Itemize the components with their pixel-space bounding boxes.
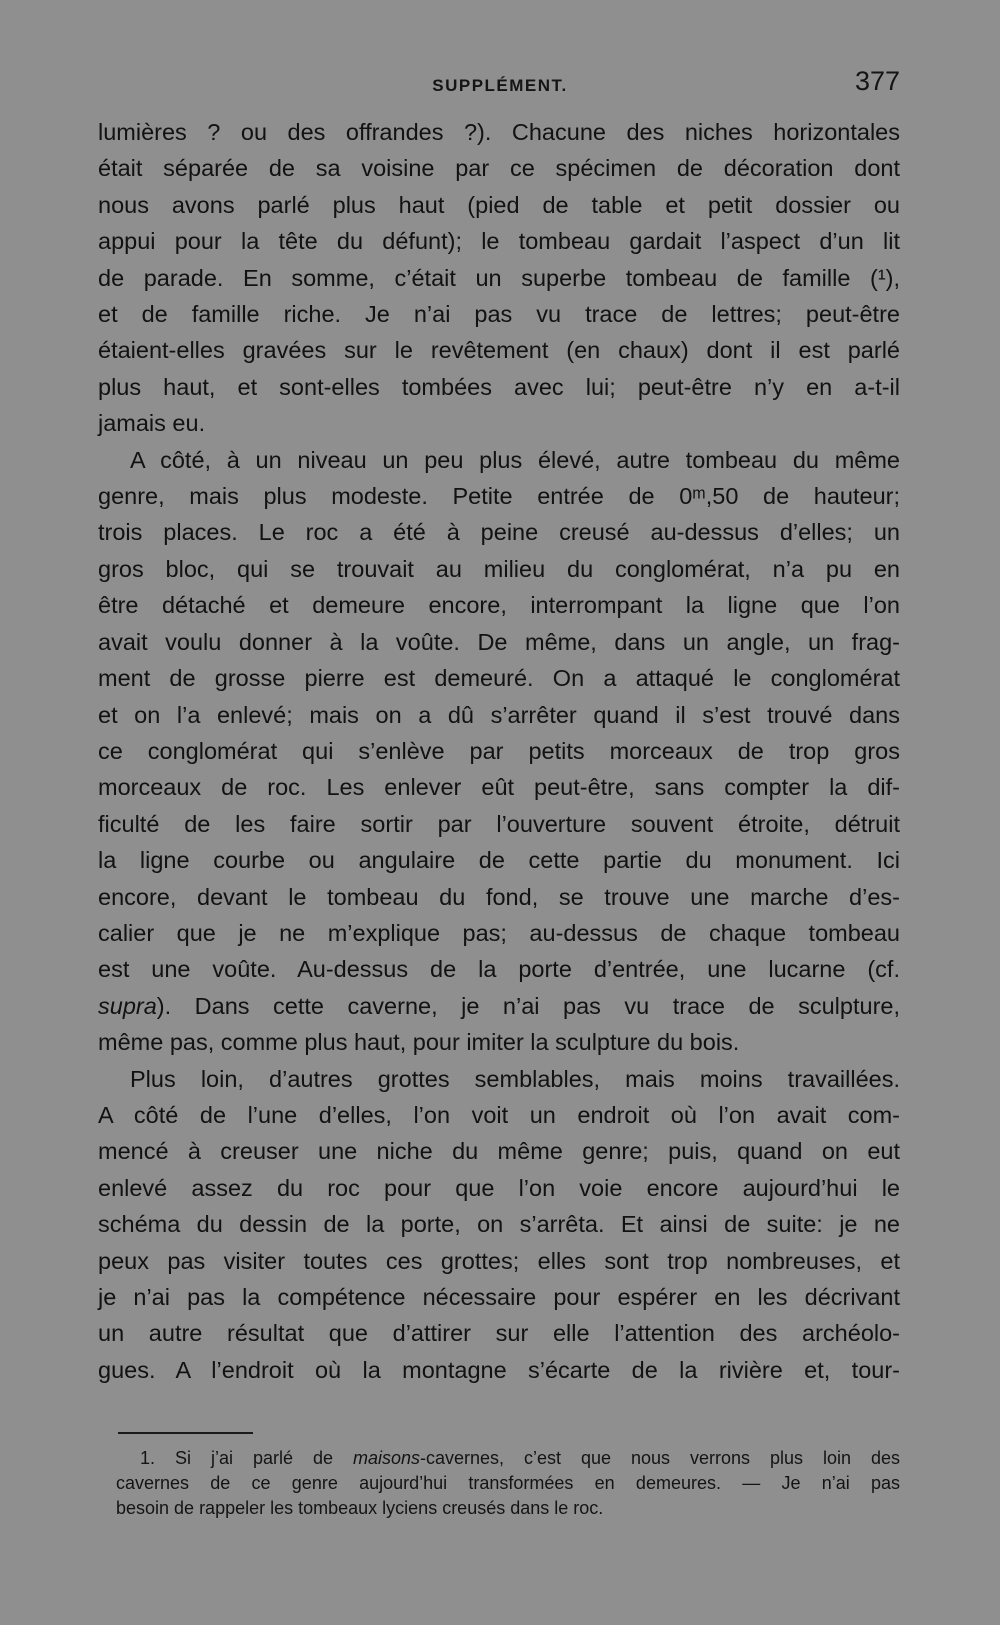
- page-number: 377: [854, 66, 900, 96]
- body-text: [98, 114, 900, 1388]
- text-line: supra). Dans cette caverne, je n’ai pas vu trace de sculpture,: [98, 992, 900, 1019]
- footnote-divider: [118, 1432, 253, 1434]
- text-line: et de famille riche. Je n’ai pas vu trace de lettres; peut-être: [98, 301, 900, 328]
- text-line: ment de grosse pierre est demeuré. On a attaqué le conglomérat: [98, 665, 900, 692]
- text-line: A côté de l’une d’elles, l’on voit un endroit où l’on avait com-: [98, 1101, 900, 1128]
- running-head: SUPPLÉMENT.: [432, 76, 568, 95]
- text-line: mencé à creuser une niche du même genre; puis, quand on eut: [98, 1138, 900, 1165]
- text-line: schéma du dessin de la porte, on s’arrêta. Et ainsi de suite: je ne: [98, 1211, 900, 1238]
- italic-text: maisons: [352, 1448, 420, 1468]
- italic-text: supra: [98, 992, 157, 1019]
- footnote: [116, 1446, 900, 1521]
- text-line: plus haut, et sont-elles tombées avec lui; peut-être n’y en a-t-il: [98, 373, 900, 400]
- paragraph-1: [98, 114, 900, 442]
- text-line: lumières ? ou des offrandes ?). Chacune des niches horizontales: [98, 119, 900, 145]
- text-line: gros bloc, qui se trouvait au milieu du conglomérat, n’a pu en: [98, 555, 900, 582]
- paragraph-3: [98, 1061, 900, 1389]
- footnote-line: 1. Si j’ai parlé de maisons-cavernes, c’est que nous verrons plus loin des: [140, 1448, 900, 1468]
- text-line: la ligne courbe ou angulaire de cette partie du monument. Ici: [98, 847, 900, 874]
- text-line: encore, devant le tombeau du fond, se trouve une marche d’es-: [98, 883, 900, 910]
- text-line: et on l’a enlevé; mais on a dû s’arrêter quand il s’est trouvé dans: [98, 701, 900, 728]
- text-line: même pas, comme plus haut, pour imiter la sculpture du bois.: [98, 1029, 740, 1056]
- text-line: de parade. En somme, c’était un superbe tombeau de famille (¹),: [98, 264, 900, 291]
- text-line: morceaux de roc. Les enlever eût peut-être, sans compter la dif-: [98, 774, 900, 801]
- text-line: étaient-elles gravées sur le revêtement (en chaux) dont il est parlé: [98, 337, 900, 364]
- paragraph-2: [98, 442, 900, 1061]
- text-line: était séparée de sa voisine par ce spécimen de décoration dont: [98, 155, 900, 182]
- text-line: jamais eu.: [98, 410, 206, 437]
- footnote-line: cavernes de ce genre aujourd’hui transformées en demeures. — Je n’ai pas: [116, 1473, 900, 1493]
- text-line: calier que je ne m’explique pas; au-dessus de chaque tombeau: [98, 919, 900, 946]
- footnote-line: besoin de rappeler les tombeaux lyciens creusés dans le roc.: [116, 1498, 604, 1518]
- text-line: trois places. Le roc a été à peine creusé au-dessus d’elles; un: [98, 519, 900, 546]
- text-line: genre, mais plus modeste. Petite entrée de 0ᵐ,50 de hauteur;: [98, 483, 900, 510]
- page-header: [100, 66, 900, 110]
- text-line: appui pour la tête du défunt); le tombeau gardait l’aspect d’un lit: [98, 228, 900, 255]
- text-line: ficulté de les faire sortir par l’ouverture souvent étroite, détruit: [98, 810, 900, 837]
- text-line: A côté, à un niveau un peu plus élevé, autre tombeau du même: [130, 446, 900, 473]
- text-line: être détaché et demeure encore, interrompant la ligne que l’on: [98, 592, 900, 619]
- text-line: nous avons parlé plus haut (pied de table et petit dossier ou: [98, 191, 900, 218]
- text-line: ce conglomérat qui s’enlève par petits morceaux de trop gros: [98, 737, 900, 764]
- text-line: enlevé assez du roc pour que l’on voie encore aujourd’hui le: [98, 1174, 900, 1201]
- text-line: je n’ai pas la compétence nécessaire pour espérer en les décrivant: [98, 1284, 900, 1310]
- text-line: peux pas visiter toutes ces grottes; elles sont trop nombreuses, et: [98, 1247, 900, 1274]
- text-line: Plus loin, d’autres grottes semblables, mais moins travaillées.: [130, 1065, 900, 1092]
- text-line: est une voûte. Au-dessus de la porte d’entrée, une lucarne (cf.: [98, 956, 900, 983]
- text-line: gues. A l’endroit où la montagne s’écarte de la rivière et, tour-: [98, 1356, 900, 1383]
- text-line: avait voulu donner à la voûte. De même, dans un angle, un frag-: [98, 628, 900, 655]
- text-line: un autre résultat que d’attirer sur elle l’attention des archéolo-: [98, 1320, 900, 1347]
